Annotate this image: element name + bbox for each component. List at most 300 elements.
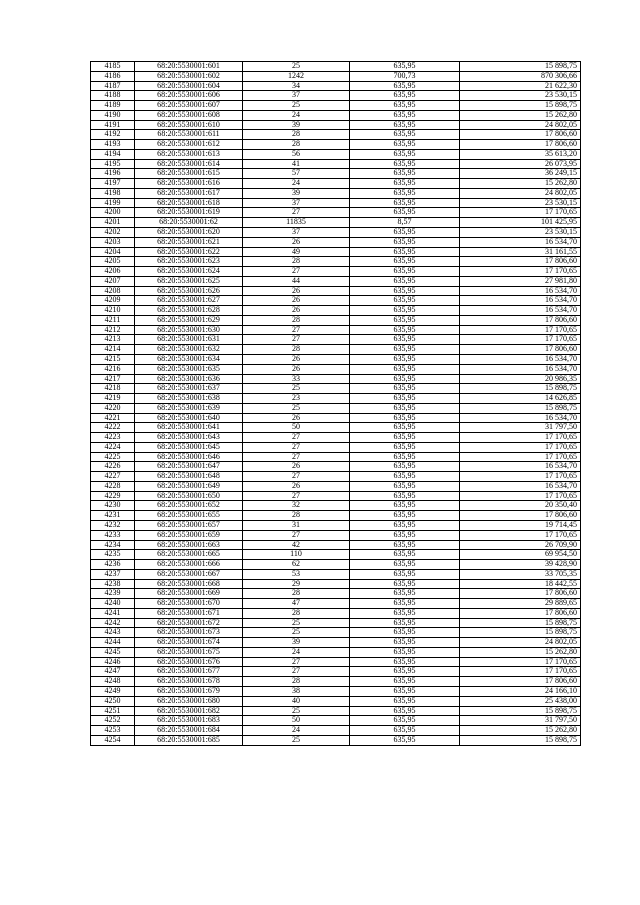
cadastral-number-cell: 68:20:5530001:625: [135, 276, 243, 286]
unit-rate-cell: 635,95: [350, 511, 460, 521]
cadastral-number-cell: 68:20:5530001:641: [135, 423, 243, 433]
cadastral-value-cell: 35 613,20: [460, 149, 581, 159]
area-value-cell: 47: [243, 599, 350, 609]
cadastral-value-cell: 17 170,65: [460, 667, 581, 677]
area-value-cell: 27: [243, 667, 350, 677]
area-value-cell: 27: [243, 433, 350, 443]
table-row: [91, 706, 581, 716]
row-number-cell: 4233: [91, 530, 135, 540]
cadastral-number-cell: 68:20:5530001:665: [135, 550, 243, 560]
unit-rate-cell: 635,95: [350, 101, 460, 111]
area-value-cell: 28: [243, 677, 350, 687]
area-value-cell: 26: [243, 354, 350, 364]
cadastral-number-cell: 68:20:5530001:614: [135, 159, 243, 169]
table-row: [91, 384, 581, 394]
area-value-cell: 40: [243, 696, 350, 706]
area-value-cell: 62: [243, 560, 350, 570]
cadastral-value-cell: 26 073,95: [460, 159, 581, 169]
area-value-cell: 26: [243, 237, 350, 247]
table-row: [91, 130, 581, 140]
cadastral-value-cell: 17 806,60: [460, 677, 581, 687]
cadastral-value-cell: 20 986,35: [460, 374, 581, 384]
table-row: [91, 413, 581, 423]
row-number-cell: 4243: [91, 628, 135, 638]
cadastral-number-cell: 68:20:5530001:679: [135, 687, 243, 697]
area-value-cell: 25: [243, 706, 350, 716]
cadastral-number-cell: 68:20:5530001:606: [135, 91, 243, 101]
area-value-cell: 11835: [243, 218, 350, 228]
row-number-cell: 4194: [91, 149, 135, 159]
row-number-cell: 4217: [91, 374, 135, 384]
row-number-cell: 4224: [91, 442, 135, 452]
cadastral-value-cell: 31 161,55: [460, 247, 581, 257]
cadastral-number-cell: 68:20:5530001:613: [135, 149, 243, 159]
cadastral-number-cell: 68:20:5530001:663: [135, 540, 243, 550]
cadastral-value-cell: 17 170,65: [460, 442, 581, 452]
row-number-cell: 4237: [91, 569, 135, 579]
table-row: [91, 101, 581, 111]
row-number-cell: 4211: [91, 315, 135, 325]
row-number-cell: 4222: [91, 423, 135, 433]
table-row: [91, 276, 581, 286]
table-row: [91, 647, 581, 657]
unit-rate-cell: 635,95: [350, 501, 460, 511]
area-value-cell: 27: [243, 325, 350, 335]
table-row: [91, 472, 581, 482]
area-value-cell: 42: [243, 540, 350, 550]
area-value-cell: 26: [243, 286, 350, 296]
row-number-cell: 4193: [91, 140, 135, 150]
row-number-cell: 4189: [91, 101, 135, 111]
table-row: [91, 374, 581, 384]
cadastral-value-cell: 17 806,60: [460, 608, 581, 618]
table-row: [91, 364, 581, 374]
unit-rate-cell: 635,95: [350, 550, 460, 560]
cadastral-number-cell: 68:20:5530001:616: [135, 179, 243, 189]
unit-rate-cell: 635,95: [350, 228, 460, 238]
unit-rate-cell: 635,95: [350, 628, 460, 638]
cadastral-number-cell: 68:20:5530001:673: [135, 628, 243, 638]
table-row: [91, 618, 581, 628]
cadastral-value-cell: 17 170,65: [460, 208, 581, 218]
row-number-cell: 4253: [91, 726, 135, 736]
cadastral-number-cell: 68:20:5530001:635: [135, 364, 243, 374]
cadastral-number-cell: 68:20:5530001:618: [135, 198, 243, 208]
row-number-cell: 4200: [91, 208, 135, 218]
table-row: [91, 462, 581, 472]
area-value-cell: 28: [243, 511, 350, 521]
row-number-cell: 4238: [91, 579, 135, 589]
cadastral-value-cell: 20 350,40: [460, 501, 581, 511]
cadastral-value-cell: 25 438,00: [460, 696, 581, 706]
cadastral-value-cell: 39 428,90: [460, 560, 581, 570]
row-number-cell: 4206: [91, 267, 135, 277]
table-row: [91, 520, 581, 530]
unit-rate-cell: 635,95: [350, 735, 460, 745]
table-row: [91, 599, 581, 609]
unit-rate-cell: 635,95: [350, 306, 460, 316]
unit-rate-cell: 635,95: [350, 237, 460, 247]
table-row: [91, 452, 581, 462]
cadastral-value-cell: 26 709,90: [460, 540, 581, 550]
cadastral-number-cell: 68:20:5530001:611: [135, 130, 243, 140]
row-number-cell: 4208: [91, 286, 135, 296]
row-number-cell: 4196: [91, 169, 135, 179]
unit-rate-cell: 635,95: [350, 62, 460, 72]
cadastral-number-cell: 68:20:5530001:647: [135, 462, 243, 472]
table-row: [91, 188, 581, 198]
cadastral-value-cell: 15 898,75: [460, 628, 581, 638]
cadastral-value-cell: 15 262,80: [460, 647, 581, 657]
unit-rate-cell: 635,95: [350, 481, 460, 491]
unit-rate-cell: 635,95: [350, 520, 460, 530]
unit-rate-cell: 635,95: [350, 687, 460, 697]
table-row: [91, 218, 581, 228]
table-row: [91, 423, 581, 433]
row-number-cell: 4218: [91, 384, 135, 394]
cadastral-value-cell: 19 714,45: [460, 520, 581, 530]
cadastral-value-cell: 17 170,65: [460, 325, 581, 335]
cadastral-value-cell: 17 170,65: [460, 657, 581, 667]
cadastral-number-cell: 68:20:5530001:62: [135, 218, 243, 228]
unit-rate-cell: 635,95: [350, 618, 460, 628]
cadastral-value-cell: 15 898,75: [460, 735, 581, 745]
cadastral-number-cell: 68:20:5530001:627: [135, 296, 243, 306]
row-number-cell: 4247: [91, 667, 135, 677]
unit-rate-cell: 635,95: [350, 491, 460, 501]
cadastral-value-cell: 16 534,70: [460, 354, 581, 364]
unit-rate-cell: 635,95: [350, 325, 460, 335]
unit-rate-cell: 700,73: [350, 71, 460, 81]
cadastral-value-cell: 24 802,05: [460, 188, 581, 198]
area-value-cell: 37: [243, 198, 350, 208]
cadastral-number-cell: 68:20:5530001:659: [135, 530, 243, 540]
cadastral-number-cell: 68:20:5530001:623: [135, 257, 243, 267]
cadastral-number-cell: 68:20:5530001:669: [135, 589, 243, 599]
cadastral-value-cell: 21 622,30: [460, 81, 581, 91]
cadastral-value-cell: 870 306,66: [460, 71, 581, 81]
unit-rate-cell: 635,95: [350, 423, 460, 433]
table-row: [91, 589, 581, 599]
cadastral-number-cell: 68:20:5530001:674: [135, 638, 243, 648]
area-value-cell: 26: [243, 481, 350, 491]
area-value-cell: 29: [243, 579, 350, 589]
row-number-cell: 4216: [91, 364, 135, 374]
cadastral-number-cell: 68:20:5530001:630: [135, 325, 243, 335]
cadastral-value-cell: 31 797,50: [460, 716, 581, 726]
table-row: [91, 696, 581, 706]
row-number-cell: 4187: [91, 81, 135, 91]
cadastral-number-cell: 68:20:5530001:680: [135, 696, 243, 706]
unit-rate-cell: 635,95: [350, 647, 460, 657]
cadastral-number-cell: 68:20:5530001:672: [135, 618, 243, 628]
area-value-cell: 31: [243, 520, 350, 530]
area-value-cell: 28: [243, 257, 350, 267]
area-value-cell: 28: [243, 140, 350, 150]
cadastral-number-cell: 68:20:5530001:637: [135, 384, 243, 394]
unit-rate-cell: 635,95: [350, 335, 460, 345]
table-row: [91, 628, 581, 638]
cadastral-number-cell: 68:20:5530001:675: [135, 647, 243, 657]
area-value-cell: 25: [243, 403, 350, 413]
cadastral-value-cell: 14 626,85: [460, 394, 581, 404]
table-row: [91, 296, 581, 306]
row-number-cell: 4186: [91, 71, 135, 81]
unit-rate-cell: 635,95: [350, 560, 460, 570]
cadastral-number-cell: 68:20:5530001:634: [135, 354, 243, 364]
cadastral-number-cell: 68:20:5530001:617: [135, 188, 243, 198]
cadastral-value-cell: 15 262,80: [460, 110, 581, 120]
table-row: [91, 62, 581, 72]
cadastral-value-cell: 17 170,65: [460, 491, 581, 501]
table-row: [91, 149, 581, 159]
row-number-cell: 4252: [91, 716, 135, 726]
area-value-cell: 24: [243, 726, 350, 736]
table-row: [91, 267, 581, 277]
row-number-cell: 4232: [91, 520, 135, 530]
table-row: [91, 286, 581, 296]
cadastral-number-cell: 68:20:5530001:608: [135, 110, 243, 120]
table-row: [91, 540, 581, 550]
area-value-cell: 110: [243, 550, 350, 560]
table-row: [91, 716, 581, 726]
cadastral-number-cell: 68:20:5530001:648: [135, 472, 243, 482]
unit-rate-cell: 635,95: [350, 569, 460, 579]
cadastral-value-cell: 18 442,55: [460, 579, 581, 589]
unit-rate-cell: 635,95: [350, 345, 460, 355]
area-value-cell: 25: [243, 62, 350, 72]
cadastral-value-cell: 15 898,75: [460, 384, 581, 394]
row-number-cell: 4229: [91, 491, 135, 501]
cadastral-number-cell: 68:20:5530001:604: [135, 81, 243, 91]
cadastral-value-cell: 16 534,70: [460, 413, 581, 423]
unit-rate-cell: 635,95: [350, 599, 460, 609]
cadastral-number-cell: 68:20:5530001:632: [135, 345, 243, 355]
row-number-cell: 4254: [91, 735, 135, 745]
cadastral-value-cell: 17 170,65: [460, 267, 581, 277]
area-value-cell: 28: [243, 608, 350, 618]
row-number-cell: 4240: [91, 599, 135, 609]
cadastral-number-cell: 68:20:5530001:620: [135, 228, 243, 238]
cadastral-value-cell: 24 802,05: [460, 638, 581, 648]
cadastral-value-cell: 15 898,75: [460, 403, 581, 413]
unit-rate-cell: 635,95: [350, 120, 460, 130]
cadastral-number-cell: 68:20:5530001:621: [135, 237, 243, 247]
cadastral-value-cell: 17 170,65: [460, 530, 581, 540]
table-row: [91, 667, 581, 677]
cadastral-number-cell: 68:20:5530001:645: [135, 442, 243, 452]
cadastral-number-cell: 68:20:5530001:671: [135, 608, 243, 618]
unit-rate-cell: 635,95: [350, 91, 460, 101]
cadastral-number-cell: 68:20:5530001:677: [135, 667, 243, 677]
table-row: [91, 91, 581, 101]
unit-rate-cell: 635,95: [350, 413, 460, 423]
area-value-cell: 26: [243, 306, 350, 316]
area-value-cell: 25: [243, 618, 350, 628]
table-row: [91, 657, 581, 667]
unit-rate-cell: 635,95: [350, 364, 460, 374]
cadastral-value-cell: 15 898,75: [460, 62, 581, 72]
row-number-cell: 4190: [91, 110, 135, 120]
unit-rate-cell: 635,95: [350, 403, 460, 413]
row-number-cell: 4221: [91, 413, 135, 423]
table-row: [91, 169, 581, 179]
area-value-cell: 28: [243, 315, 350, 325]
row-number-cell: 4219: [91, 394, 135, 404]
table-row: [91, 71, 581, 81]
cadastral-number-cell: 68:20:5530001:638: [135, 394, 243, 404]
row-number-cell: 4235: [91, 550, 135, 560]
row-number-cell: 4192: [91, 130, 135, 140]
row-number-cell: 4203: [91, 237, 135, 247]
unit-rate-cell: 635,95: [350, 286, 460, 296]
row-number-cell: 4251: [91, 706, 135, 716]
cadastral-number-cell: 68:20:5530001:682: [135, 706, 243, 716]
table-row: [91, 687, 581, 697]
area-value-cell: 37: [243, 228, 350, 238]
unit-rate-cell: 635,95: [350, 472, 460, 482]
cadastral-number-cell: 68:20:5530001:640: [135, 413, 243, 423]
area-value-cell: 53: [243, 569, 350, 579]
unit-rate-cell: 635,95: [350, 257, 460, 267]
area-value-cell: 23: [243, 394, 350, 404]
cadastral-number-cell: 68:20:5530001:667: [135, 569, 243, 579]
cadastral-value-cell: 15 898,75: [460, 706, 581, 716]
cadastral-value-cell: 29 889,65: [460, 599, 581, 609]
area-value-cell: 27: [243, 657, 350, 667]
table-row: [91, 179, 581, 189]
unit-rate-cell: 635,95: [350, 374, 460, 384]
table-body: [91, 62, 581, 746]
area-value-cell: 28: [243, 345, 350, 355]
cadastral-value-cell: 17 170,65: [460, 335, 581, 345]
cadastral-value-cell: 27 981,80: [460, 276, 581, 286]
cadastral-number-cell: 68:20:5530001:626: [135, 286, 243, 296]
cadastral-number-cell: 68:20:5530001:619: [135, 208, 243, 218]
area-value-cell: 32: [243, 501, 350, 511]
cadastral-number-cell: 68:20:5530001:615: [135, 169, 243, 179]
unit-rate-cell: 635,95: [350, 657, 460, 667]
cadastral-value-cell: 17 170,65: [460, 433, 581, 443]
unit-rate-cell: 635,95: [350, 433, 460, 443]
unit-rate-cell: 635,95: [350, 716, 460, 726]
cadastral-value-cell: 17 170,65: [460, 472, 581, 482]
table-row: [91, 569, 581, 579]
area-value-cell: 26: [243, 364, 350, 374]
row-number-cell: 4214: [91, 345, 135, 355]
cadastral-value-cell: 17 806,60: [460, 257, 581, 267]
cadastral-value-cell: 17 806,60: [460, 511, 581, 521]
document-page: [90, 61, 580, 746]
cadastral-number-cell: 68:20:5530001:678: [135, 677, 243, 687]
row-number-cell: 4231: [91, 511, 135, 521]
cadastral-value-cell: 101 425,95: [460, 218, 581, 228]
cadastral-number-cell: 68:20:5530001:655: [135, 511, 243, 521]
table-row: [91, 110, 581, 120]
cadastral-value-cell: 16 534,70: [460, 296, 581, 306]
row-number-cell: 4204: [91, 247, 135, 257]
row-number-cell: 4228: [91, 481, 135, 491]
table-row: [91, 315, 581, 325]
row-number-cell: 4215: [91, 354, 135, 364]
table-row: [91, 140, 581, 150]
area-value-cell: 1242: [243, 71, 350, 81]
row-number-cell: 4226: [91, 462, 135, 472]
unit-rate-cell: 635,95: [350, 354, 460, 364]
table-row: [91, 354, 581, 364]
unit-rate-cell: 635,95: [350, 169, 460, 179]
table-row: [91, 491, 581, 501]
area-value-cell: 25: [243, 628, 350, 638]
cadastral-value-table: [90, 61, 581, 746]
table-row: [91, 579, 581, 589]
cadastral-number-cell: 68:20:5530001:657: [135, 520, 243, 530]
table-row: [91, 403, 581, 413]
cadastral-value-cell: 23 530,15: [460, 91, 581, 101]
cadastral-value-cell: 16 534,70: [460, 306, 581, 316]
row-number-cell: 4185: [91, 62, 135, 72]
row-number-cell: 4241: [91, 608, 135, 618]
cadastral-number-cell: 68:20:5530001:685: [135, 735, 243, 745]
table-row: [91, 501, 581, 511]
cadastral-number-cell: 68:20:5530001:668: [135, 579, 243, 589]
cadastral-value-cell: 16 534,70: [460, 364, 581, 374]
unit-rate-cell: 635,95: [350, 540, 460, 550]
unit-rate-cell: 8,57: [350, 218, 460, 228]
cadastral-value-cell: 16 534,70: [460, 286, 581, 296]
area-value-cell: 25: [243, 101, 350, 111]
cadastral-number-cell: 68:20:5530001:622: [135, 247, 243, 257]
area-value-cell: 26: [243, 413, 350, 423]
cadastral-number-cell: 68:20:5530001:684: [135, 726, 243, 736]
area-value-cell: 56: [243, 149, 350, 159]
cadastral-number-cell: 68:20:5530001:646: [135, 452, 243, 462]
unit-rate-cell: 635,95: [350, 384, 460, 394]
unit-rate-cell: 635,95: [350, 452, 460, 462]
unit-rate-cell: 635,95: [350, 296, 460, 306]
cadastral-value-cell: 23 530,15: [460, 228, 581, 238]
cadastral-number-cell: 68:20:5530001:631: [135, 335, 243, 345]
table-row: [91, 120, 581, 130]
row-number-cell: 4198: [91, 188, 135, 198]
cadastral-number-cell: 68:20:5530001:636: [135, 374, 243, 384]
cadastral-value-cell: 17 806,60: [460, 589, 581, 599]
unit-rate-cell: 635,95: [350, 530, 460, 540]
area-value-cell: 38: [243, 687, 350, 697]
area-value-cell: 28: [243, 130, 350, 140]
table-row: [91, 247, 581, 257]
row-number-cell: 4249: [91, 687, 135, 697]
cadastral-number-cell: 68:20:5530001:649: [135, 481, 243, 491]
cadastral-value-cell: 24 802,05: [460, 120, 581, 130]
area-value-cell: 27: [243, 267, 350, 277]
area-value-cell: 27: [243, 335, 350, 345]
unit-rate-cell: 635,95: [350, 667, 460, 677]
table-row: [91, 677, 581, 687]
table-row: [91, 345, 581, 355]
table-row: [91, 735, 581, 745]
row-number-cell: 4239: [91, 589, 135, 599]
row-number-cell: 4223: [91, 433, 135, 443]
cadastral-number-cell: 68:20:5530001:612: [135, 140, 243, 150]
table-row: [91, 198, 581, 208]
area-value-cell: 27: [243, 452, 350, 462]
row-number-cell: 4210: [91, 306, 135, 316]
row-number-cell: 4225: [91, 452, 135, 462]
cadastral-number-cell: 68:20:5530001:670: [135, 599, 243, 609]
unit-rate-cell: 635,95: [350, 579, 460, 589]
unit-rate-cell: 635,95: [350, 198, 460, 208]
